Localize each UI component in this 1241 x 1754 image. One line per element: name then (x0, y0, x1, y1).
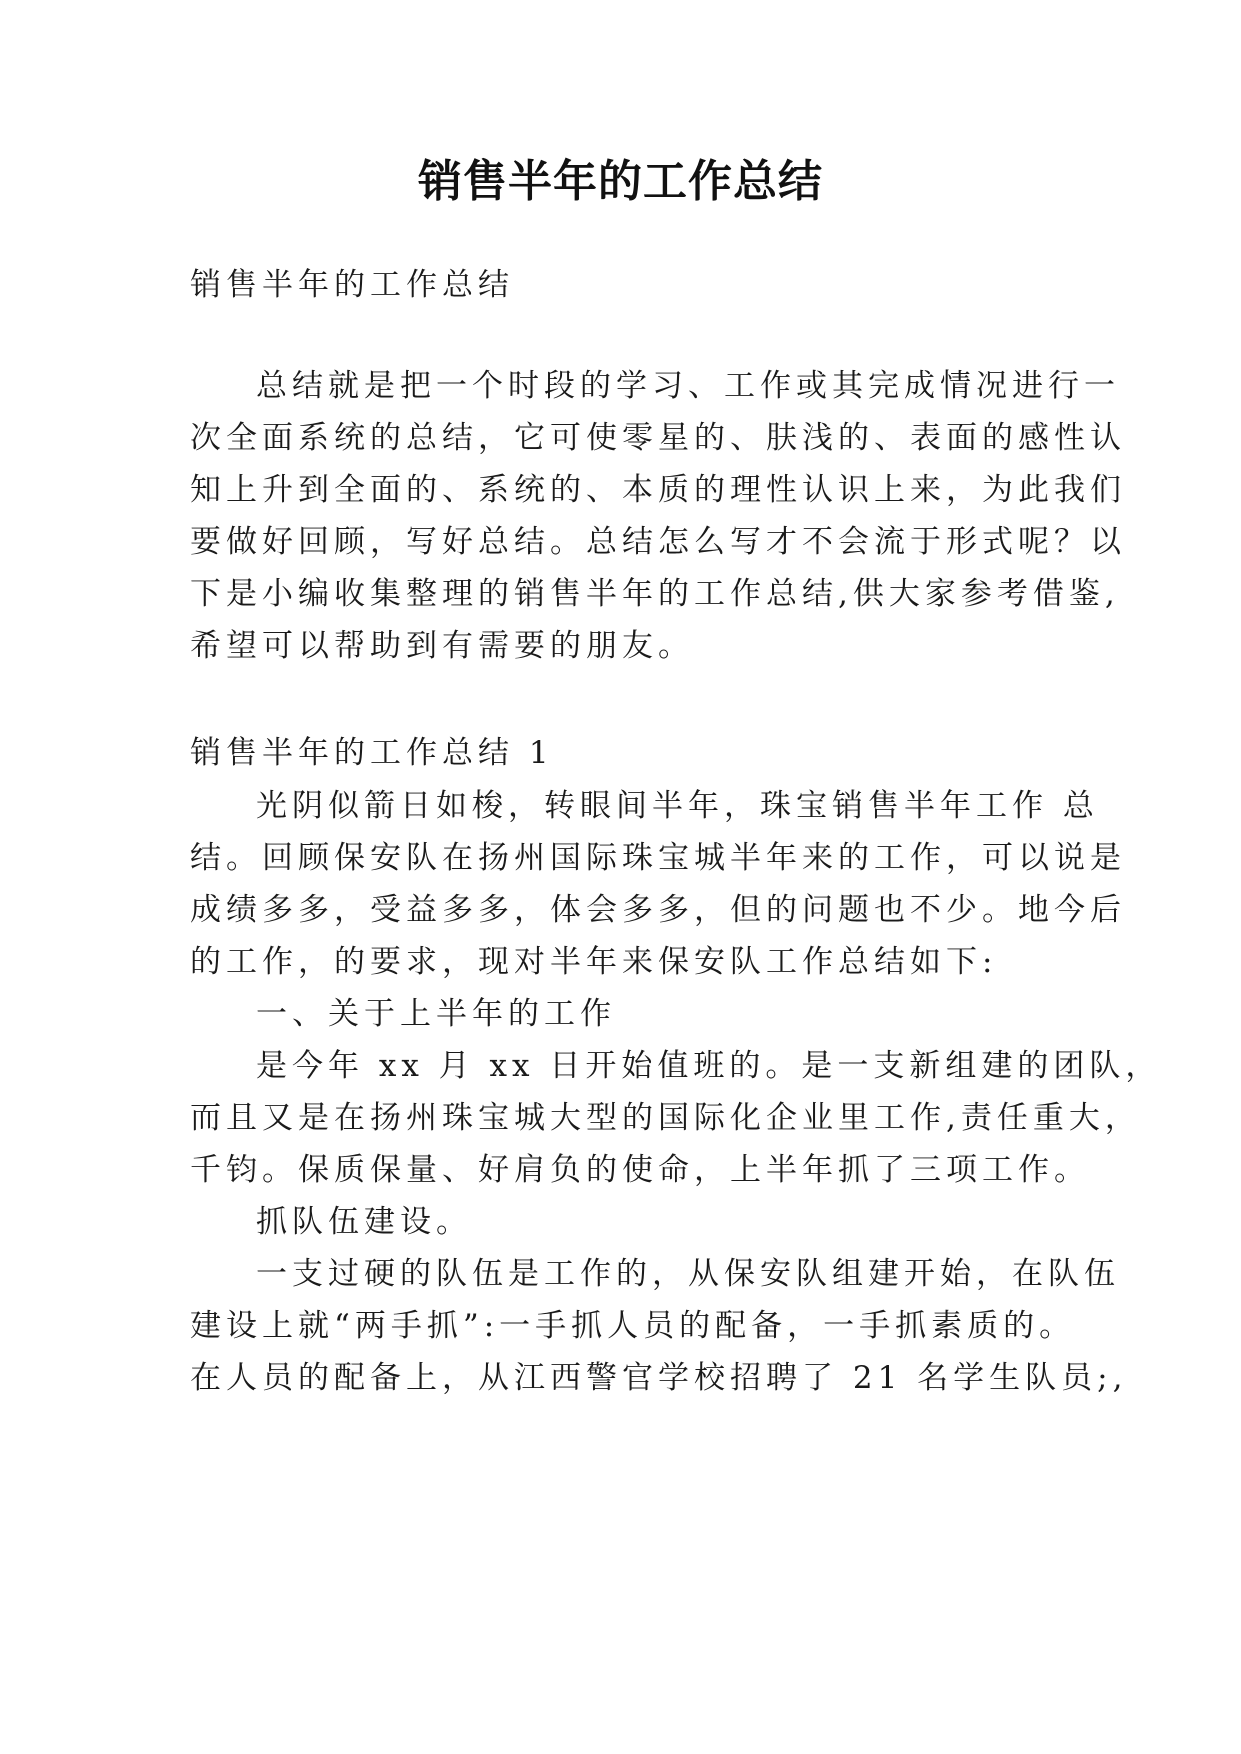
subsection-heading: 一、关于上半年的工作 (256, 996, 616, 1032)
paragraph-line: 结。回顾保安队在扬州国际珠宝城半年来的工作，可以说是 (190, 840, 1126, 876)
paragraph-line: 次全面系统的总结，它可使零星的、肤浅的、表面的感性认 (190, 420, 1126, 456)
paragraph-line: 知上升到全面的、系统的、本质的理性认识上来，为此我们 (190, 472, 1126, 508)
paragraph-line: 希望可以帮助到有需要的朋友。 (190, 628, 694, 664)
paragraph-line: 的工作，的要求，现对半年来保安队工作总结如下: (190, 944, 998, 980)
paragraph-line: 总结就是把一个时段的学习、工作或其完成情况进行一 (256, 368, 1120, 404)
paragraph-line: 光阴似箭日如梭，转眼间半年，珠宝销售半年工作 总 (256, 788, 1099, 824)
document-title: 销售半年的工作总结 (418, 156, 823, 207)
paragraph-line: 要做好回顾，写好总结。总结怎么写才不会流于形式呢？以 (190, 524, 1126, 560)
paragraph-line: 而且又是在扬州珠宝城大型的国际化企业里工作,责任重大， (190, 1100, 1141, 1136)
paragraph-line: 千钧。保质保量、好肩负的使命，上半年抓了三项工作。 (190, 1152, 1090, 1188)
paragraph-line: 下是小编收集整理的销售半年的工作总结,供大家参考借鉴, (190, 576, 1120, 612)
paragraph-line: 成绩多多，受益多多，体会多多，但的问题也不少。地今后 (190, 892, 1126, 928)
section-heading: 销售半年的工作总结 (190, 267, 514, 303)
paragraph-line: 在人员的配备上，从江西警官学校招聘了 21 名学生队员;, (190, 1360, 1128, 1396)
section-heading: 销售半年的工作总结 1 (190, 735, 554, 771)
subsection-heading: 抓队伍建设。 (256, 1204, 472, 1240)
paragraph-line: 建设上就“两手抓”:一手抓人员的配备，一手抓素质的。 (190, 1308, 1076, 1344)
paragraph-line: 一支过硬的队伍是工作的，从保安队组建开始，在队伍 (256, 1256, 1120, 1292)
paragraph-line: 是今年 xx 月 xx 日开始值班的。是一支新组建的团队， (256, 1048, 1162, 1084)
